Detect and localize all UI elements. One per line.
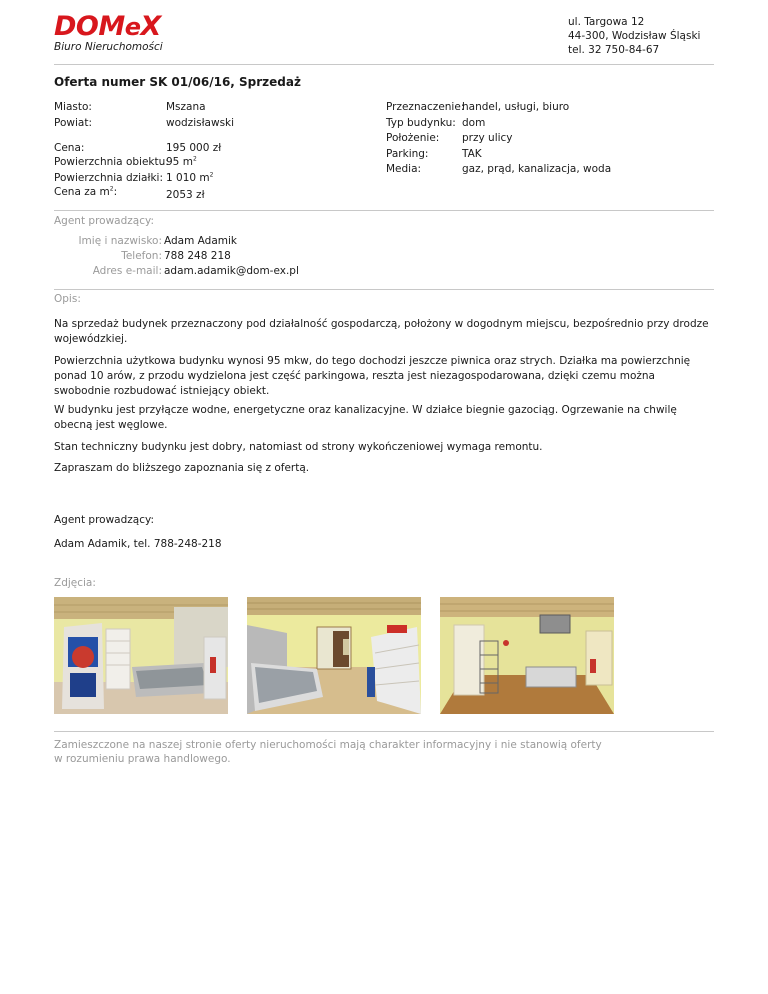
- footer-line-1: Zamieszczone na naszej stronie oferty nieruchomości mają charakter informacyjny i nie stanowią oferty: [54, 739, 602, 751]
- photo-shop-interior-3[interactable]: [440, 597, 614, 714]
- value-powierzchnia-obiektu: 95 $m^2$: [166, 155, 197, 168]
- value-agent-name: Adam Adamik: [164, 235, 237, 247]
- value-powiat: wodzisławski: [166, 117, 235, 129]
- value-cena: 195 000 zł: [166, 142, 222, 154]
- domex-logo[interactable]: [54, 13, 184, 53]
- description-paragraph-5: Zapraszam do bliższego zapoznania się z ofertą.: [54, 462, 310, 474]
- divider: [54, 731, 714, 732]
- footer-disclaimer: [54, 738, 614, 766]
- label-agent-email: Adres e-mail:: [92, 265, 162, 277]
- description-paragraph-4: Stan techniczny budynku jest dobry, natomiast od strony wykończeniowej wymaga remontu.: [54, 441, 543, 453]
- label-miasto: Miasto:: [54, 101, 92, 113]
- value-polozenie: przy ulicy: [462, 132, 513, 144]
- value-agent-phone[interactable]: 788 248 218: [164, 250, 231, 262]
- label-typ-budynku: Typ budynku:: [386, 117, 456, 129]
- office-address: [568, 15, 700, 57]
- address-city: 44-300, Wodzisław Śląski: [568, 30, 701, 42]
- description-paragraph-1: Na sprzedaż budynek przeznaczony pod działalność gospodarczą, położony w dogodnym miejscu, bezpośrednio przy drodze wojewódzkiej.: [54, 318, 709, 345]
- description-paragraph-2: Powierzchnia użytkowa budynku wynosi 95 mkw, do tego dochodzi jeszcze piwnica oraz strych. Działka ma powierzchnię ponad 10 arów, z przodu wydzielona jest część parkingowa, reszta jest niezagospodarowana, dzięki czemu można swobodnie rozbudować istniejący obiekt.: [54, 355, 691, 397]
- logo-wordmark: DOMeX: [54, 11, 161, 42]
- photos-section-label: Zdjęcia:: [54, 577, 96, 589]
- label-powiat: Powiat:: [54, 117, 92, 129]
- photo-shop-interior-2[interactable]: [247, 597, 421, 714]
- footer-line-2: w rozumieniu prawa handlowego.: [54, 753, 231, 765]
- photo-shop-interior-1[interactable]: [54, 597, 228, 714]
- divider: [54, 289, 714, 290]
- value-powierzchnia-dzialki: 1 010 $m^2$: [166, 171, 214, 184]
- description-section-label: Opis:: [54, 293, 81, 305]
- label-powierzchnia-obiektu: Powierzchnia obiektu:: [54, 156, 169, 168]
- label-powierzchnia-dzialki: Powierzchnia działki:: [54, 172, 163, 184]
- label-agent-name: Imię i nazwisko:: [78, 235, 162, 247]
- address-street: ul. Targowa 12: [568, 16, 645, 28]
- divider: [54, 64, 714, 65]
- label-cena-za-m2: Cena za $m^2$:: [54, 185, 118, 198]
- value-parking: TAK: [462, 148, 482, 160]
- address-phone: tel. 32 750-84-67: [568, 44, 660, 56]
- description-paragraph-3: W budynku jest przyłącze wodne, energetyczne oraz kanalizacyjne. W działce biegnie gazociąg. Ogrzewanie na chwilę obecną jest węglowe.: [54, 404, 677, 431]
- label-przeznaczenie: Przeznaczenie:: [386, 101, 465, 113]
- agent-section-label: Agent prowadzący:: [54, 215, 154, 227]
- value-media: gaz, prąd, kanalizacja, woda: [462, 163, 612, 175]
- label-cena: Cena:: [54, 142, 85, 154]
- value-miasto: Mszana: [166, 101, 206, 113]
- description-agent-contact: Adam Adamik, tel. 788-248-218: [54, 538, 222, 550]
- value-agent-email[interactable]: adam.adamik@dom-ex.pl: [164, 265, 299, 277]
- value-cena-za-m2: 2053 zł: [166, 189, 205, 201]
- divider: [54, 210, 714, 211]
- label-parking: Parking:: [386, 148, 429, 160]
- offer-title: Oferta numer SK 01/06/16, Sprzedaż: [54, 75, 301, 89]
- label-agent-phone: Telefon:: [121, 250, 162, 262]
- label-media: Media:: [386, 163, 422, 175]
- value-przeznaczenie: handel, usługi, biuro: [462, 101, 570, 113]
- description-agent-heading: Agent prowadzący:: [54, 514, 154, 526]
- label-polozenie: Położenie:: [386, 132, 440, 144]
- logo-subtitle: Biuro Nieruchomości: [54, 41, 163, 53]
- value-typ-budynku: dom: [462, 117, 486, 129]
